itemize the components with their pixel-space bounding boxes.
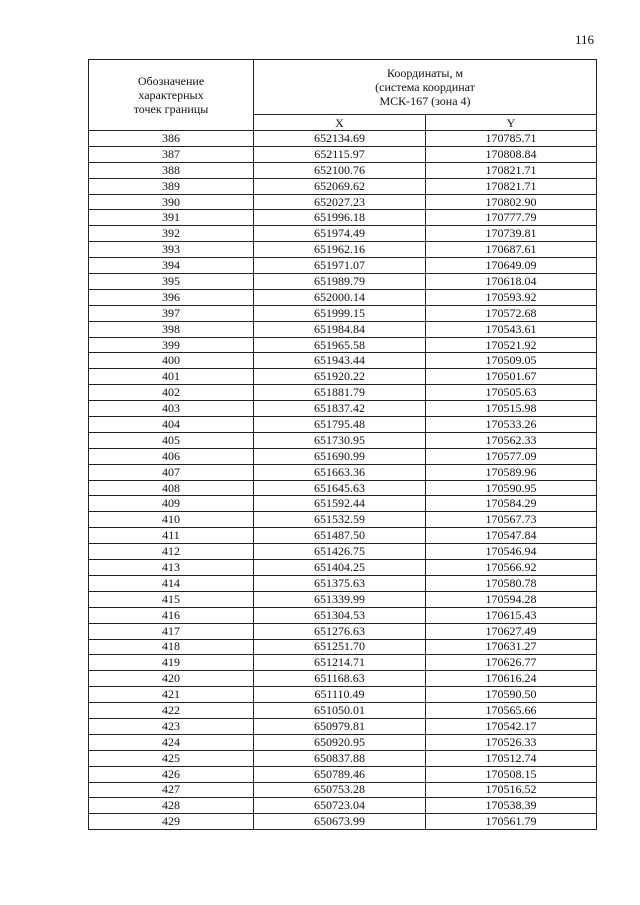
x-coordinate-cell: 650979.81 [254, 718, 426, 734]
y-coordinate-cell: 170808.84 [426, 146, 597, 162]
point-number-cell: 410 [89, 512, 254, 528]
table-row [89, 591, 597, 607]
table-row [89, 544, 597, 560]
table-row [89, 623, 597, 639]
point-number-cell: 424 [89, 734, 254, 750]
y-coordinate-cell: 170505.63 [426, 385, 597, 401]
table-row [89, 703, 597, 719]
point-number-cell: 402 [89, 385, 254, 401]
point-number-cell: 392 [89, 226, 254, 242]
x-coordinate-cell: 651532.59 [254, 512, 426, 528]
coords-header-line: Координаты, м [386, 66, 464, 80]
table-row [89, 417, 597, 433]
x-coordinate-cell: 651984.84 [254, 321, 426, 337]
x-coordinate-cell: 652115.97 [254, 146, 426, 162]
table-row [89, 798, 597, 814]
x-coordinate-cell: 651999.15 [254, 305, 426, 321]
y-coordinate-cell: 170687.61 [426, 242, 597, 258]
x-coordinate-cell: 651996.18 [254, 210, 426, 226]
table-row [89, 401, 597, 417]
x-coordinate-cell: 651339.99 [254, 591, 426, 607]
x-coordinate-cell: 651110.49 [254, 687, 426, 703]
x-coordinate-cell: 651795.48 [254, 417, 426, 433]
point-number-cell: 412 [89, 544, 254, 560]
y-coordinate-cell: 170649.09 [426, 258, 597, 274]
table-row [89, 782, 597, 798]
y-coordinate-cell: 170542.17 [426, 718, 597, 734]
table-row [89, 131, 597, 147]
y-coordinate-cell: 170616.24 [426, 671, 597, 687]
y-coordinate-cell: 170546.94 [426, 544, 597, 560]
points-header-line: Обозначение [137, 74, 205, 88]
table-row [89, 210, 597, 226]
table-row [89, 750, 597, 766]
table-row [89, 385, 597, 401]
y-coordinate-cell: 170565.66 [426, 703, 597, 719]
x-coordinate-cell: 650753.28 [254, 782, 426, 798]
table-row [89, 305, 597, 321]
table-row [89, 734, 597, 750]
table-row [89, 178, 597, 194]
y-column-header: Y [426, 115, 597, 131]
x-coordinate-cell: 651426.75 [254, 544, 426, 560]
y-coordinate-cell: 170577.09 [426, 448, 597, 464]
y-coordinate-cell: 170777.79 [426, 210, 597, 226]
x-coordinate-cell: 650673.99 [254, 814, 426, 830]
table-row [89, 242, 597, 258]
point-number-cell: 398 [89, 321, 254, 337]
table-row [89, 718, 597, 734]
table-row [89, 655, 597, 671]
x-coordinate-cell: 650789.46 [254, 766, 426, 782]
y-coordinate-cell: 170562.33 [426, 432, 597, 448]
point-number-cell: 397 [89, 305, 254, 321]
y-coordinate-cell: 170526.33 [426, 734, 597, 750]
x-coordinate-cell: 651214.71 [254, 655, 426, 671]
x-coordinate-cell: 650723.04 [254, 798, 426, 814]
point-number-cell: 429 [89, 814, 254, 830]
table-row [89, 369, 597, 385]
y-coordinate-cell: 170626.77 [426, 655, 597, 671]
point-number-cell: 393 [89, 242, 254, 258]
point-number-cell: 409 [89, 496, 254, 512]
x-coordinate-cell: 651663.36 [254, 464, 426, 480]
y-coordinate-cell: 170631.27 [426, 639, 597, 655]
y-coordinate-cell: 170615.43 [426, 607, 597, 623]
y-coordinate-cell: 170508.15 [426, 766, 597, 782]
y-coordinate-cell: 170590.95 [426, 480, 597, 496]
y-coordinate-cell: 170543.61 [426, 321, 597, 337]
y-coordinate-cell: 170593.92 [426, 289, 597, 305]
x-coordinate-cell: 651404.25 [254, 560, 426, 576]
x-coordinate-cell: 652027.23 [254, 194, 426, 210]
point-number-cell: 396 [89, 289, 254, 305]
table-header [89, 60, 597, 131]
y-coordinate-cell: 170515.98 [426, 401, 597, 417]
point-number-cell: 407 [89, 464, 254, 480]
table-row [89, 687, 597, 703]
y-coordinate-cell: 170584.29 [426, 496, 597, 512]
table-row [89, 766, 597, 782]
point-number-cell: 388 [89, 162, 254, 178]
point-number-cell: 427 [89, 782, 254, 798]
x-coordinate-cell: 651920.22 [254, 369, 426, 385]
x-coordinate-cell: 651837.42 [254, 401, 426, 417]
page-number: 116 [574, 32, 594, 47]
point-number-cell: 404 [89, 417, 254, 433]
y-coordinate-cell: 170785.71 [426, 131, 597, 147]
coords-header-line: МСК-167 (зона 4) [379, 94, 471, 108]
y-coordinate-cell: 170538.39 [426, 798, 597, 814]
x-coordinate-cell: 650920.95 [254, 734, 426, 750]
point-number-cell: 416 [89, 607, 254, 623]
points-header-line: характерных [138, 88, 204, 102]
y-coordinate-cell: 170521.92 [426, 337, 597, 353]
y-coordinate-cell: 170821.71 [426, 162, 597, 178]
y-coordinate-cell: 170516.52 [426, 782, 597, 798]
table-row [89, 274, 597, 290]
point-number-cell: 391 [89, 210, 254, 226]
y-coordinate-cell: 170589.96 [426, 464, 597, 480]
x-coordinate-cell: 651168.63 [254, 671, 426, 687]
y-coordinate-cell: 170566.92 [426, 560, 597, 576]
point-number-cell: 387 [89, 146, 254, 162]
y-coordinate-cell: 170802.90 [426, 194, 597, 210]
x-coordinate-cell: 651375.63 [254, 575, 426, 591]
x-coordinate-cell: 651276.63 [254, 623, 426, 639]
table-row [89, 496, 597, 512]
table-row [89, 194, 597, 210]
x-coordinate-cell: 651974.49 [254, 226, 426, 242]
table-row [89, 226, 597, 242]
x-coordinate-cell: 650837.88 [254, 750, 426, 766]
point-number-cell: 422 [89, 703, 254, 719]
point-number-cell: 394 [89, 258, 254, 274]
x-coordinate-cell: 651592.44 [254, 496, 426, 512]
point-number-cell: 400 [89, 353, 254, 369]
y-coordinate-cell: 170821.71 [426, 178, 597, 194]
point-number-cell: 423 [89, 718, 254, 734]
table-row [89, 146, 597, 162]
point-number-cell: 420 [89, 671, 254, 687]
y-coordinate-cell: 170580.78 [426, 575, 597, 591]
point-number-cell: 411 [89, 528, 254, 544]
point-number-cell: 389 [89, 178, 254, 194]
table-row [89, 448, 597, 464]
y-coordinate-cell: 170590.50 [426, 687, 597, 703]
x-coordinate-cell: 652134.69 [254, 131, 426, 147]
table-row [89, 321, 597, 337]
table-row [89, 607, 597, 623]
x-coordinate-cell: 651645.63 [254, 480, 426, 496]
table-row [89, 671, 597, 687]
table-row [89, 560, 597, 576]
x-coordinate-cell: 651050.01 [254, 703, 426, 719]
x-coordinate-cell: 652000.14 [254, 289, 426, 305]
point-number-cell: 386 [89, 131, 254, 147]
y-coordinate-cell: 170567.73 [426, 512, 597, 528]
y-coordinate-cell: 170501.67 [426, 369, 597, 385]
table-row [89, 575, 597, 591]
x-coordinate-cell: 651943.44 [254, 353, 426, 369]
table-row [89, 528, 597, 544]
x-coordinate-cell: 651304.53 [254, 607, 426, 623]
y-coordinate-cell: 170561.79 [426, 814, 597, 830]
point-number-cell: 421 [89, 687, 254, 703]
table-row [89, 814, 597, 830]
x-coordinate-cell: 651730.95 [254, 432, 426, 448]
y-coordinate-cell: 170512.74 [426, 750, 597, 766]
point-number-cell: 426 [89, 766, 254, 782]
table-row [89, 162, 597, 178]
point-number-cell: 406 [89, 448, 254, 464]
table-row [89, 432, 597, 448]
point-number-cell: 390 [89, 194, 254, 210]
point-number-cell: 419 [89, 655, 254, 671]
x-coordinate-cell: 651487.50 [254, 528, 426, 544]
x-coordinate-cell: 651690.99 [254, 448, 426, 464]
x-coordinate-cell: 651989.79 [254, 274, 426, 290]
y-coordinate-cell: 170627.49 [426, 623, 597, 639]
y-coordinate-cell: 170533.26 [426, 417, 597, 433]
table-row [89, 289, 597, 305]
y-coordinate-cell: 170739.81 [426, 226, 597, 242]
point-number-cell: 415 [89, 591, 254, 607]
table-body [89, 131, 597, 830]
point-number-cell: 413 [89, 560, 254, 576]
table-row [89, 639, 597, 655]
y-coordinate-cell: 170547.84 [426, 528, 597, 544]
y-coordinate-cell: 170509.05 [426, 353, 597, 369]
point-number-cell: 403 [89, 401, 254, 417]
point-number-cell: 399 [89, 337, 254, 353]
coords-header-line: (система координат [375, 80, 475, 94]
point-number-cell: 428 [89, 798, 254, 814]
point-number-cell: 408 [89, 480, 254, 496]
point-number-cell: 417 [89, 623, 254, 639]
point-number-cell: 414 [89, 575, 254, 591]
x-coordinate-cell: 651962.16 [254, 242, 426, 258]
x-coordinate-cell: 651251.70 [254, 639, 426, 655]
table-row [89, 258, 597, 274]
coordinates-column-header [254, 60, 597, 115]
table-row [89, 464, 597, 480]
table-row [89, 353, 597, 369]
x-coordinate-cell: 652069.62 [254, 178, 426, 194]
x-coordinate-cell: 651971.07 [254, 258, 426, 274]
points-header-line: точек границы [133, 102, 209, 116]
y-coordinate-cell: 170618.04 [426, 274, 597, 290]
x-coordinate-cell: 651881.79 [254, 385, 426, 401]
table-row [89, 512, 597, 528]
points-column-header [89, 60, 254, 131]
table-row [89, 337, 597, 353]
point-number-cell: 395 [89, 274, 254, 290]
y-coordinate-cell: 170594.28 [426, 591, 597, 607]
x-coordinate-cell: 651965.58 [254, 337, 426, 353]
point-number-cell: 418 [89, 639, 254, 655]
y-coordinate-cell: 170572.68 [426, 305, 597, 321]
x-column-header: X [254, 115, 426, 131]
point-number-cell: 425 [89, 750, 254, 766]
table-row [89, 480, 597, 496]
x-coordinate-cell: 652100.76 [254, 162, 426, 178]
point-number-cell: 401 [89, 369, 254, 385]
coordinates-table [88, 59, 597, 830]
point-number-cell: 405 [89, 432, 254, 448]
